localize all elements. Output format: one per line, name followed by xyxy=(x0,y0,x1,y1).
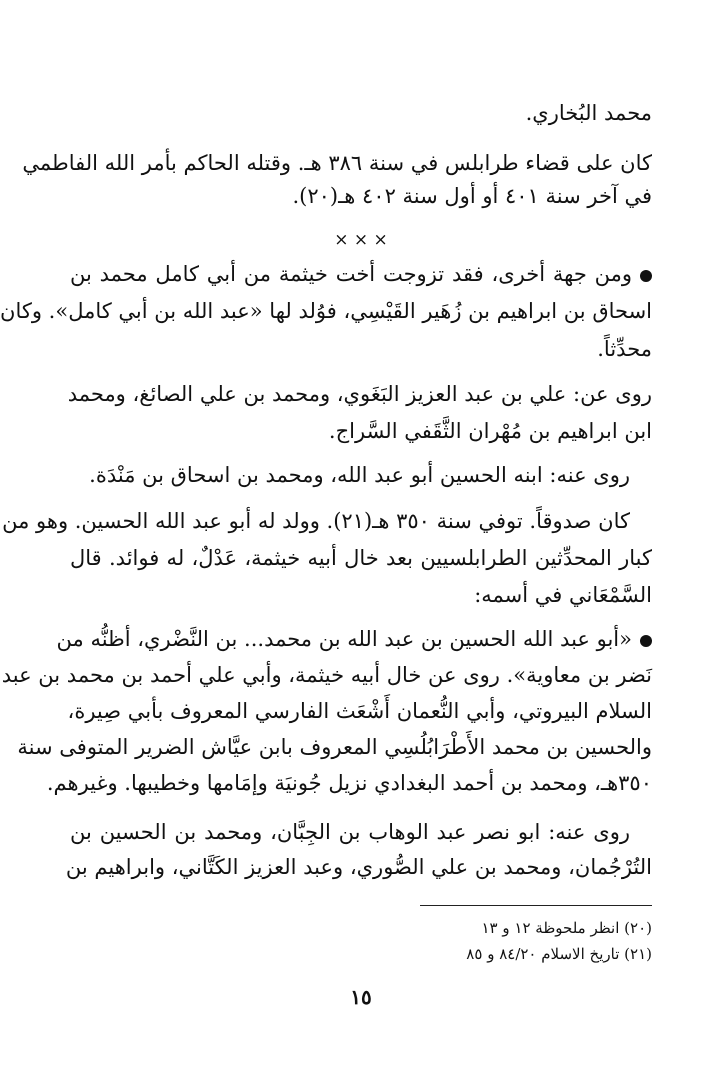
text-line: ٣٥٠هـ، ومحمد بن أحمد البغدادي نزيل جُونيَة وإمَامها وخطيبها. وغيرهم. xyxy=(46,771,652,795)
text-line: محدِّثاً. xyxy=(597,337,652,361)
text-line: اسحاق بن ابراهيم بن زُهَير القَيْسِي، فوُلد لها «عبد الله بن أبي كامل». وكان xyxy=(0,299,652,323)
bullet-icon xyxy=(640,635,652,647)
text-line: والحسين بن محمد الأَطْرَابُلُسِي المعروف بابن عيَّاش الضرير المتوفى سنة xyxy=(17,735,652,759)
footnote: (٢٠) انظر ملحوظة ١٢ و ١٣ xyxy=(481,919,652,937)
section-separator: × × × xyxy=(334,230,388,250)
text-line: كان على قضاء طرابلس في سنة ٣٨٦ هـ. وقتله الحاكم بأمر الله الفاطمي xyxy=(22,151,652,175)
text-line: كبار المحدِّثين الطرابلسيين بعد خال أبيه خيثمة، عَدْلٌ، له فوائد. قال xyxy=(70,546,652,570)
text-line: ابن ابراهيم بن مُهْران الثَّقَفي السَّراج. xyxy=(328,419,652,443)
text-line: التُرْجُمان، ومحمد بن علي الصُّوري، وعبد العزيز الكَتَّاني، وابراهيم بن xyxy=(65,855,652,879)
footnote: (٢١) تاريخ الاسلام ٨٤/٢٠ و ٨٥ xyxy=(466,945,652,963)
text-line: ومن جهة أخرى، فقد تزوجت أخت خيثمة من أبي كامل محمد بن xyxy=(70,262,632,286)
text-line: في آخر سنة ٤٠١ أو أول سنة ٤٠٢ هـ(٢٠). xyxy=(292,184,652,208)
paragraph-first-line xyxy=(70,259,652,289)
footnote-divider xyxy=(420,905,652,906)
text-line: السلام البيروتي، وأبي النُّعمان أَشْعَث الفارسي المعروف بأبي صِيرة، xyxy=(67,699,652,723)
paragraph-first-line xyxy=(56,624,652,654)
text-line: «أبو عبد الله الحسين بن عبد الله بن محمد... بن النَّضْري، أظنُّه من xyxy=(56,627,632,651)
page-number: ١٥ xyxy=(350,985,372,1009)
text-line: روى عن: علي بن عبد العزيز البَغَوي، ومحمد بن علي الصائغ، ومحمد xyxy=(67,382,652,406)
text-line: روى عنه: ابو نصر عبد الوهاب بن الجِبَّان، ومحمد بن الحسين بن xyxy=(70,820,630,844)
text-line: السَّمْعَاني في أسمه: xyxy=(474,583,652,607)
text-line: محمد البُخاري. xyxy=(525,101,652,125)
text-line: نَضر بن معاوية». روى عن خال أبيه خيثمة، وأبي علي أحمد بن محمد بن عبد xyxy=(1,663,652,687)
text-line: روى عنه: ابنه الحسين أبو عبد الله، ومحمد بن اسحاق بن مَنْدَة. xyxy=(89,463,630,487)
bullet-icon xyxy=(640,270,652,282)
text-line: كان صدوقاً. توفي سنة ٣٥٠ هـ(٢١). وولد له أبو عبد الله الحسين. وهو من xyxy=(2,509,630,533)
